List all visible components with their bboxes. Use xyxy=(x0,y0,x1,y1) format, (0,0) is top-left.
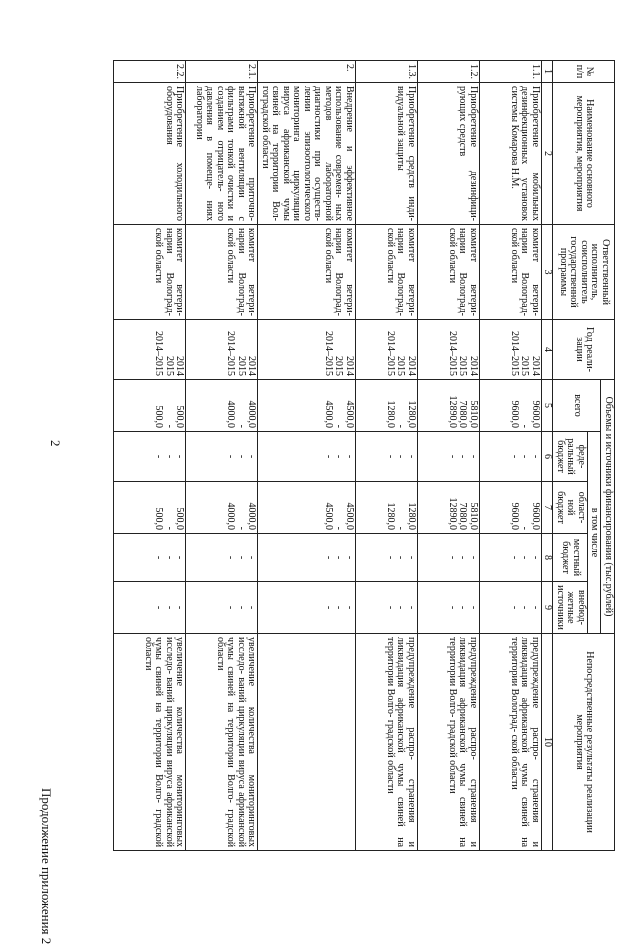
row-number: 1.2. xyxy=(418,61,480,83)
row-extra-line: - xyxy=(395,605,407,610)
row-federal xyxy=(258,432,356,482)
row-extra xyxy=(186,582,258,634)
row-years-line: 2015 xyxy=(457,356,469,376)
row-regional-line: - xyxy=(395,526,407,530)
row-years-line: 2015 xyxy=(164,356,175,376)
row-responsible: комитет ветери- нарии Волоград- ской области xyxy=(258,225,356,320)
header-regional: област- ной бюджет xyxy=(553,482,588,534)
row-regional-line: - xyxy=(164,526,175,530)
row-local xyxy=(186,534,258,582)
row-regional-line: 4000,0 xyxy=(225,502,237,530)
row-extra-line: - xyxy=(447,605,458,610)
row-federal-line: - xyxy=(509,454,520,459)
row-years-line: 2014–2015 xyxy=(225,331,237,376)
row-extra-line: - xyxy=(225,605,237,610)
page-number: 2 xyxy=(48,440,63,447)
row-years xyxy=(480,320,542,380)
row-extra-line: - xyxy=(519,605,531,610)
header-federal: феде- ральный бюджет xyxy=(553,432,588,482)
row-regional-line: 4000,0 xyxy=(246,502,258,530)
column-number: 2 xyxy=(542,83,554,225)
row-local xyxy=(258,534,356,582)
row-local xyxy=(114,534,186,582)
row-regional xyxy=(114,482,186,534)
row-years-line: 2014 xyxy=(174,356,186,376)
row-federal xyxy=(356,432,418,482)
row-regional-line: - xyxy=(333,526,345,530)
row-extra xyxy=(480,582,542,634)
header-no: № п/п xyxy=(553,61,615,83)
column-number: 7 xyxy=(542,482,554,534)
row-federal-line: - xyxy=(385,454,396,459)
row-regional-line: 7080,0 xyxy=(457,502,469,530)
row-result: предупреждение распро- странения и ликвидация африканской чумы свиней на территории Волго- градской области xyxy=(418,634,480,851)
header-year: Год реали- зации xyxy=(553,320,615,380)
row-total xyxy=(356,380,418,432)
row-local xyxy=(480,534,542,582)
column-number: 1 xyxy=(542,61,554,83)
row-name: Приобретение дезинфици- рующих средств xyxy=(418,83,480,225)
row-federal xyxy=(480,432,542,482)
row-extra-line: - xyxy=(323,605,334,610)
row-federal-line: - xyxy=(530,454,541,459)
row-total-line: 1280,0 xyxy=(385,400,396,428)
row-years-line: 2014 xyxy=(246,356,258,376)
row-years-line: 2014 xyxy=(530,356,541,376)
row-local-line: - xyxy=(246,555,258,560)
row-local-line: - xyxy=(519,555,531,560)
row-regional xyxy=(258,482,356,534)
row-extra-line: - xyxy=(530,605,541,610)
row-total-line: 5810,0 xyxy=(468,400,479,428)
row-years-line: 2014–2015 xyxy=(153,331,165,376)
row-federal-line: - xyxy=(236,454,247,459)
row-total-line: - xyxy=(164,424,175,428)
row-local-line: - xyxy=(395,555,407,560)
row-extra-line: - xyxy=(164,605,175,610)
row-regional-line: 12890,0 xyxy=(447,497,458,530)
row-extra-line: - xyxy=(468,605,479,610)
row-federal-line: - xyxy=(344,454,355,459)
row-extra-line: - xyxy=(457,605,469,610)
table-body xyxy=(114,61,542,851)
row-local-line: - xyxy=(509,555,520,560)
row-years-line: 2014 xyxy=(406,356,417,376)
row-years-line: 2015 xyxy=(519,356,531,376)
header-responsible: Ответственный исполнитель, соисполнитель государственной программы xyxy=(553,225,615,320)
row-total-line: 500,0 xyxy=(153,405,165,428)
row-number: 2.1. xyxy=(186,61,258,83)
row-result xyxy=(258,634,356,851)
row-years xyxy=(356,320,418,380)
column-number: 6 xyxy=(542,432,554,482)
row-federal xyxy=(114,432,186,482)
row-regional xyxy=(418,482,480,534)
row-federal-line: - xyxy=(519,454,531,459)
row-local-line: - xyxy=(344,555,355,560)
row-federal xyxy=(186,432,258,482)
table-row xyxy=(114,61,186,851)
row-extra-line: - xyxy=(333,605,345,610)
row-local-line: - xyxy=(236,555,247,560)
row-result: предупреждение распро- странения и ликвидация африканской чумы свиней на территории Волоград- ской области xyxy=(480,634,542,851)
row-regional-line: 5810,0 xyxy=(468,502,479,530)
row-extra-line: - xyxy=(344,605,355,610)
row-total-line: 9600,0 xyxy=(509,400,520,428)
row-total-line: - xyxy=(519,424,531,428)
row-total-line: - xyxy=(395,424,407,428)
row-federal-line: - xyxy=(333,454,345,459)
row-years-line: 2015 xyxy=(333,356,345,376)
column-number: 9 xyxy=(542,582,554,634)
row-local-line: - xyxy=(225,555,237,560)
row-regional-line: 4500,0 xyxy=(344,502,355,530)
row-extra-line: - xyxy=(153,605,165,610)
header-incl: в том числе xyxy=(588,432,602,634)
row-federal-line: - xyxy=(468,454,479,459)
row-total xyxy=(480,380,542,432)
row-name: Приобретение холодильного оборудования xyxy=(114,83,186,225)
row-local-line: - xyxy=(406,555,417,560)
row-total xyxy=(258,380,356,432)
row-regional xyxy=(356,482,418,534)
table-row xyxy=(258,61,356,851)
row-regional xyxy=(186,482,258,534)
row-number: 1.3. xyxy=(356,61,418,83)
row-federal-line: - xyxy=(406,454,417,459)
row-local xyxy=(418,534,480,582)
row-name: Внедрение и эффективное использование современ- ных методов лабораторной диагностики при осуществ- лении эпизоотологического мониторинга циркуляции вируса африканской чумы свиней на территории Вол- гоградской области xyxy=(258,83,356,225)
row-total-line: - xyxy=(333,424,345,428)
row-federal xyxy=(418,432,480,482)
row-federal-line: - xyxy=(395,454,407,459)
row-years xyxy=(114,320,186,380)
header-total: всего xyxy=(553,380,601,432)
column-number: 8 xyxy=(542,534,554,582)
row-local-line: - xyxy=(164,555,175,560)
row-years-line: 2014–2015 xyxy=(447,331,458,376)
row-total-line: 4500,0 xyxy=(344,400,355,428)
row-result: предупреждение распро- странения и ликвидация африканской чумы свиней на территории Волго- градской области xyxy=(356,634,418,851)
header-name: Наименование основного мероприятия, мероприятия xyxy=(553,83,615,225)
row-total-line: 500,0 xyxy=(174,405,186,428)
row-federal-line: - xyxy=(246,454,258,459)
row-extra-line: - xyxy=(236,605,247,610)
row-years-line: 2014–2015 xyxy=(385,331,396,376)
row-regional-line: 9600,0 xyxy=(530,502,541,530)
row-regional xyxy=(480,482,542,534)
row-number: 1.1. xyxy=(480,61,542,83)
funding-table xyxy=(114,60,616,851)
row-result: увеличение количества мониторинговых исследо- ваний циркуляции вируса африканской чумы свиней на территории Волго- градской области xyxy=(114,634,186,851)
row-local-line: - xyxy=(323,555,334,560)
row-extra xyxy=(258,582,356,634)
row-years xyxy=(186,320,258,380)
row-total-line: 4000,0 xyxy=(225,400,237,428)
header-local: местный бюджет xyxy=(553,534,588,582)
row-local-line: - xyxy=(530,555,541,560)
row-name: Приобретение средств инди- видуальной защиты xyxy=(356,83,418,225)
column-number: 3 xyxy=(542,225,554,320)
row-responsible: комитет ветери- нарии Волоград- ской области xyxy=(356,225,418,320)
row-regional-line: 1280,0 xyxy=(385,502,396,530)
row-regional-line: - xyxy=(519,526,531,530)
continuation-label: Продолжение приложения 2 xyxy=(39,788,54,944)
row-federal-line: - xyxy=(153,454,165,459)
row-federal-line: - xyxy=(323,454,334,459)
row-years-line: 2014 xyxy=(468,356,479,376)
row-regional-line: 4500,0 xyxy=(323,502,334,530)
row-local-line: - xyxy=(468,555,479,560)
row-total-line: 12890,0 xyxy=(447,395,458,428)
row-extra xyxy=(114,582,186,634)
row-local-line: - xyxy=(174,555,186,560)
row-total-line: - xyxy=(236,424,247,428)
row-local xyxy=(356,534,418,582)
row-total-line: 1280,0 xyxy=(406,400,417,428)
row-local-line: - xyxy=(385,555,396,560)
row-total xyxy=(186,380,258,432)
row-extra xyxy=(356,582,418,634)
row-years-line: 2014 xyxy=(344,356,355,376)
row-total-line: 9600,0 xyxy=(530,400,541,428)
row-responsible: комитет ветери- нарии Волоград- ской области xyxy=(480,225,542,320)
row-years-line: 2014–2015 xyxy=(323,331,334,376)
row-total-line: 4000,0 xyxy=(246,400,258,428)
row-extra-line: - xyxy=(385,605,396,610)
row-total xyxy=(418,380,480,432)
table-row xyxy=(480,61,542,851)
row-years-line: 2015 xyxy=(236,356,247,376)
row-years xyxy=(418,320,480,380)
row-number: 2.2. xyxy=(114,61,186,83)
row-local-line: - xyxy=(333,555,345,560)
row-regional-line: 500,0 xyxy=(153,507,165,530)
row-regional-line: 500,0 xyxy=(174,507,186,530)
row-extra-line: - xyxy=(406,605,417,610)
row-extra-line: - xyxy=(246,605,258,610)
row-number: 2. xyxy=(258,61,356,83)
header-extra: внебюд- жетные источники xyxy=(553,582,588,634)
column-number: 5 xyxy=(542,380,554,432)
row-federal-line: - xyxy=(457,454,469,459)
row-total-line: 7080,0 xyxy=(457,400,469,428)
row-extra-line: - xyxy=(509,605,520,610)
row-total xyxy=(114,380,186,432)
row-federal-line: - xyxy=(164,454,175,459)
row-years xyxy=(258,320,356,380)
row-total-line: 4500,0 xyxy=(323,400,334,428)
row-name: Приобретение приточно- вытяжной вентиляции с фильтрами тонкой очистки и созданием отрицатель- ного давления в помеще- ниях лаборатории xyxy=(186,83,258,225)
row-extra-line: - xyxy=(174,605,186,610)
row-name: Приобретение мобильных дезинфекционных установок системы Комарова Н.М. xyxy=(480,83,542,225)
column-numbers-row xyxy=(542,61,554,851)
header-funding: Объемы и источники финансирования (тыс.рублей) xyxy=(601,380,615,634)
table-row xyxy=(186,61,258,851)
row-regional-line: - xyxy=(236,526,247,530)
header-result: Непосредственные результаты реализации мероприятия xyxy=(553,634,615,851)
table-row xyxy=(418,61,480,851)
row-local-line: - xyxy=(447,555,458,560)
row-years-line: 2014–2015 xyxy=(509,331,520,376)
row-federal-line: - xyxy=(174,454,186,459)
table-row xyxy=(356,61,418,851)
row-regional-line: 9600,0 xyxy=(509,502,520,530)
row-extra xyxy=(418,582,480,634)
row-federal-line: - xyxy=(225,454,237,459)
row-responsible: комитет ветери- нарии Волоград- ской области xyxy=(186,225,258,320)
row-responsible: комитет ветери- нарии Волоград- ской области xyxy=(114,225,186,320)
column-number: 10 xyxy=(542,634,554,851)
row-result: увеличение количества мониторинговых исследо- ваний циркуляции вируса африканской чумы свиней на территории Волго- градской области xyxy=(186,634,258,851)
row-regional-line: 1280,0 xyxy=(406,502,417,530)
row-local-line: - xyxy=(457,555,469,560)
row-responsible: комитет ветери- нарии Волоград- ской области xyxy=(418,225,480,320)
column-number: 4 xyxy=(542,320,554,380)
row-federal-line: - xyxy=(447,454,458,459)
row-years-line: 2015 xyxy=(395,356,407,376)
row-local-line: - xyxy=(153,555,165,560)
